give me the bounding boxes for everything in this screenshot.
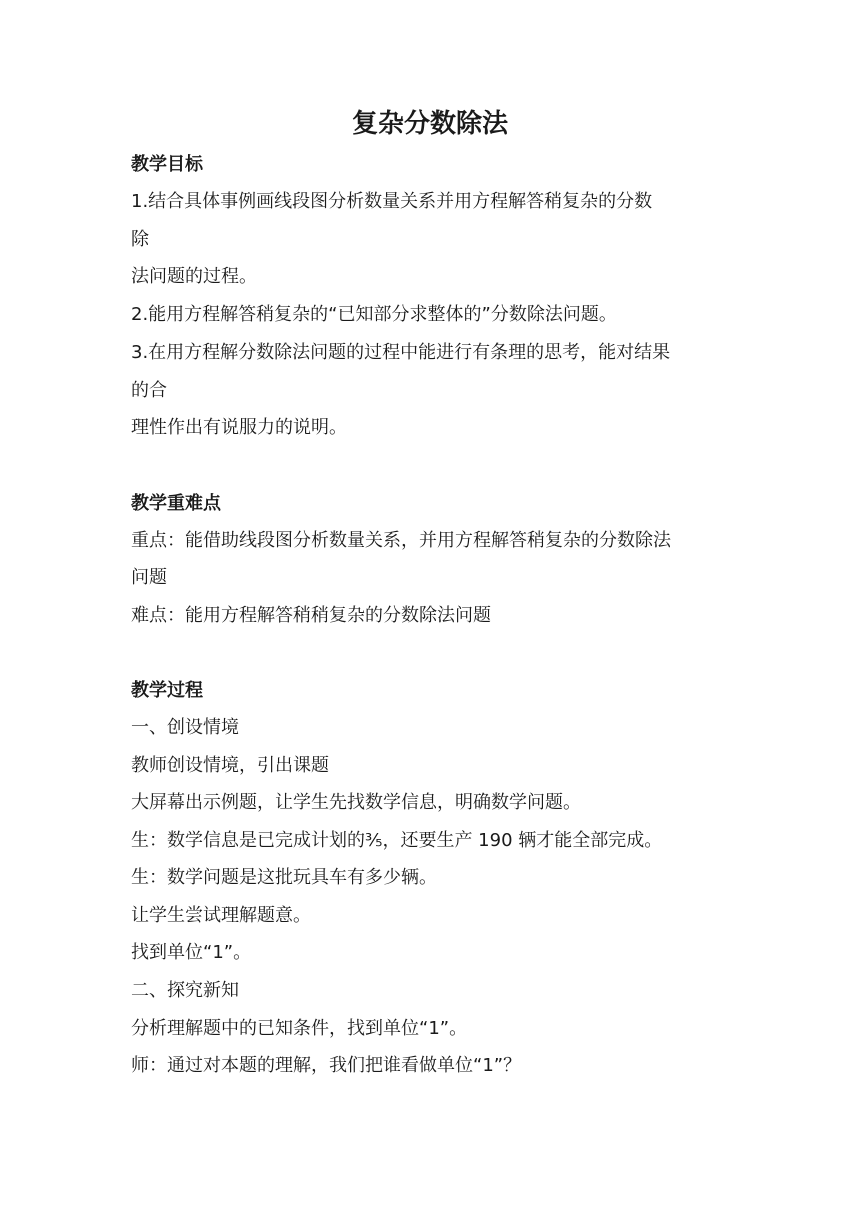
section-heading-key-points: 教学重难点 [131,493,221,514]
paragraph-line: 理性作出有说服力的说明。 [131,417,347,438]
paragraph-line: 除 [131,229,149,250]
paragraph-line: 生：数学信息是已完成计划的⅗，还要生产 190 辆才能全部完成。 [131,830,663,851]
paragraph-line: 3.在用方程解分数除法问题的过程中能进行有条理的思考，能对结果 [131,342,671,363]
paragraph-line: 大屏幕出示例题，让学生先找数学信息，明确数学问题。 [131,792,581,813]
section-heading-objectives: 教学目标 [131,154,203,175]
paragraph-line: 让学生尝试理解题意。 [131,905,311,926]
paragraph-line: 2.能用方程解答稍复杂的“已知部分求整体的”分数除法问题。 [131,304,617,325]
paragraph-line: 找到单位“1”。 [131,942,252,963]
paragraph-line: 法问题的过程。 [131,266,257,287]
document-title: 复杂分数除法 [351,109,508,139]
paragraph-line: 二、探究新知 [131,980,239,1001]
paragraph-line: 一、创设情境 [131,717,239,738]
paragraph-line: 生：数学问题是这批玩具车有多少辆。 [131,867,437,888]
paragraph-line: 分析理解题中的已知条件，找到单位“1”。 [131,1018,468,1039]
section-heading-process: 教学过程 [131,680,203,701]
paragraph-line: 师：通过对本题的理解，我们把谁看做单位“1”？ [131,1055,522,1076]
paragraph-line: 教师创设情境，引出课题 [131,755,329,776]
paragraph-line: 难点：能用方程解答稍稍复杂的分数除法问题 [131,605,491,626]
paragraph-line: 1.结合具体事例画线段图分析数量关系并用方程解答稍复杂的分数 [131,191,653,212]
paragraph-line: 重点：能借助线段图分析数量关系，并用方程解答稍复杂的分数除法 [131,530,671,551]
paragraph-line: 问题 [131,567,167,588]
paragraph-line: 的合 [131,380,167,401]
